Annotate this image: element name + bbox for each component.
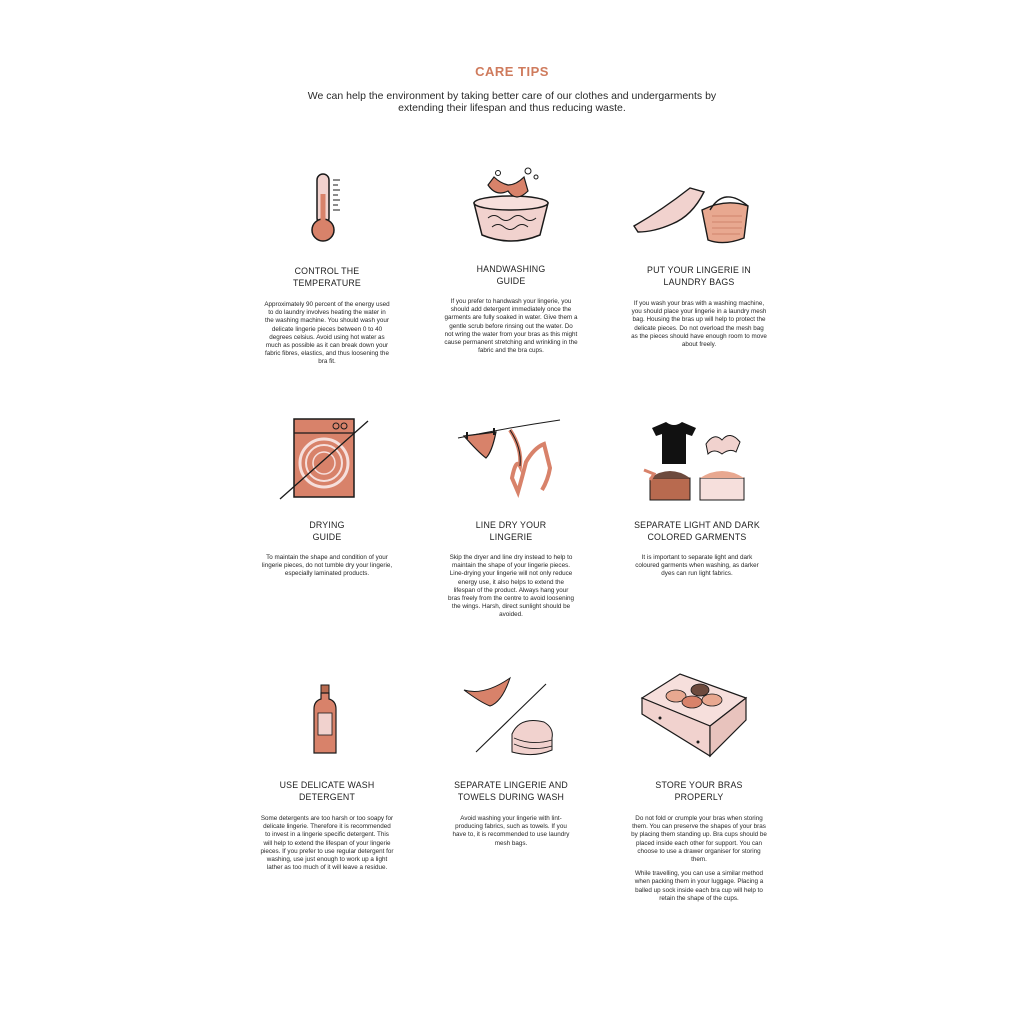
tip-title: STORE YOUR BRAS PROPERLY bbox=[655, 780, 743, 802]
tip-card-store-bras bbox=[624, 779, 774, 909]
tip-body: Avoid washing your lingerie with lint-producing fabrics, such as towels. If you have to, it is recommended to use laundry mesh bags. bbox=[452, 815, 570, 847]
tip-card-drying bbox=[252, 519, 402, 585]
clothesline-icon bbox=[456, 418, 562, 498]
care-tips-title: CARE TIPS bbox=[475, 64, 549, 79]
tip-body: Some detergents are too harsh or too soapy for delicate lingerie. Therefore it is recommended to invest in a lingerie specific detergent. This will help to extend the lifespan of your lingerie pieces. If you prefer to use regular detergent for washing, use just enough to work up a light lather as too much of it will leave a residue. bbox=[260, 815, 394, 872]
sorted-baskets-icon bbox=[640, 420, 752, 504]
tip-title: SEPARATE LIGHT AND DARK COLORED GARMENTS bbox=[634, 520, 760, 542]
tip-title: SEPARATE LINGERIE AND TOWELS DURING WASH bbox=[454, 780, 568, 802]
thermometer-icon bbox=[300, 170, 350, 245]
laundry-bag-icon bbox=[632, 180, 756, 246]
tip-card-handwashing bbox=[436, 263, 586, 361]
tip-body: It is important to separate light and dark coloured garments when washing, as darker dyes can run light fabrics. bbox=[635, 554, 759, 578]
detergent-bottle-icon bbox=[310, 683, 340, 757]
tip-title: LINE DRY YOUR LINGERIE bbox=[475, 520, 547, 542]
tip-body: If you prefer to handwash your lingerie, you should add detergent immediately once the garments are fully soaked in water. Give them a gentle scrub before rinsing out the water. Do not wring the water from your bras as this might cause permanent stretching and wrinkling in the fabric and the bra cups. bbox=[444, 298, 578, 355]
no-tumble-dryer-icon bbox=[276, 415, 372, 505]
tip-body: If you wash your bras with a washing machine, you should place your lingerie in a laundry mesh bag. Housing the bras up will help to protect the delicate pieces. Do not overload the mesh bag as the pieces should have enough room to move about freely. bbox=[631, 300, 767, 349]
tip-card-detergent bbox=[252, 779, 402, 878]
tip-body: Approximately 90 percent of the energy used to do laundry involves heating the water in the washing machine. You should wash your delicate lingerie pieces between 0 to 40 degrees celsius. Avoid using hot water as much as possible as it can break down your fabric fibres, elastics, and thus loosening the bra fit. bbox=[264, 301, 390, 366]
lingerie-towels-icon bbox=[460, 672, 560, 758]
tip-title: HANDWASHING GUIDE bbox=[476, 264, 546, 286]
tip-card-separate-colors bbox=[622, 519, 772, 585]
tip-body: Do not fold or crumple your bras when storing them. You can preserve the shapes of your bras by placing them standing up. Bra cups should be placed inside each other for support. You can choose to use a drawer organiser for storing them. While travelling, you can use a similar method when packing them in your luggage. Placing a balled up sock inside each bra cup will help to retain the shape of the cups. bbox=[631, 815, 767, 902]
washing-bowl-icon bbox=[468, 163, 554, 248]
bra-drawer-icon bbox=[640, 668, 750, 760]
tip-card-line-dry bbox=[436, 519, 586, 626]
tip-card-laundry-bags bbox=[624, 264, 774, 355]
tip-body: Skip the dryer and line dry instead to help to maintain the shape of your lingerie pieces. Line-drying your lingerie will not only reduce energy use, it also helps to extend the lifespan of the product. Always hang your bras freely from the centre to avoid loosening the wings. Harsh, direct sunlight should be avoided. bbox=[447, 554, 574, 619]
tip-title: PUT YOUR LINGERIE IN LAUNDRY BAGS bbox=[647, 265, 751, 287]
tip-title: USE DELICATE WASH DETERGENT bbox=[279, 780, 375, 802]
tip-card-temperature bbox=[252, 265, 402, 373]
tip-title: CONTROL THE TEMPERATURE bbox=[292, 266, 362, 288]
tip-card-separate-towels bbox=[436, 779, 586, 854]
tip-body: To maintain the shape and condition of your lingerie pieces, do not tumble dry your lingerie, especially laminated products. bbox=[261, 554, 393, 578]
tip-title: DRYING GUIDE bbox=[309, 520, 345, 542]
care-tips-subtitle: We can help the environment by taking better care of our clothes and undergarments by extending their lifespan and thus reducing waste. bbox=[307, 90, 717, 114]
